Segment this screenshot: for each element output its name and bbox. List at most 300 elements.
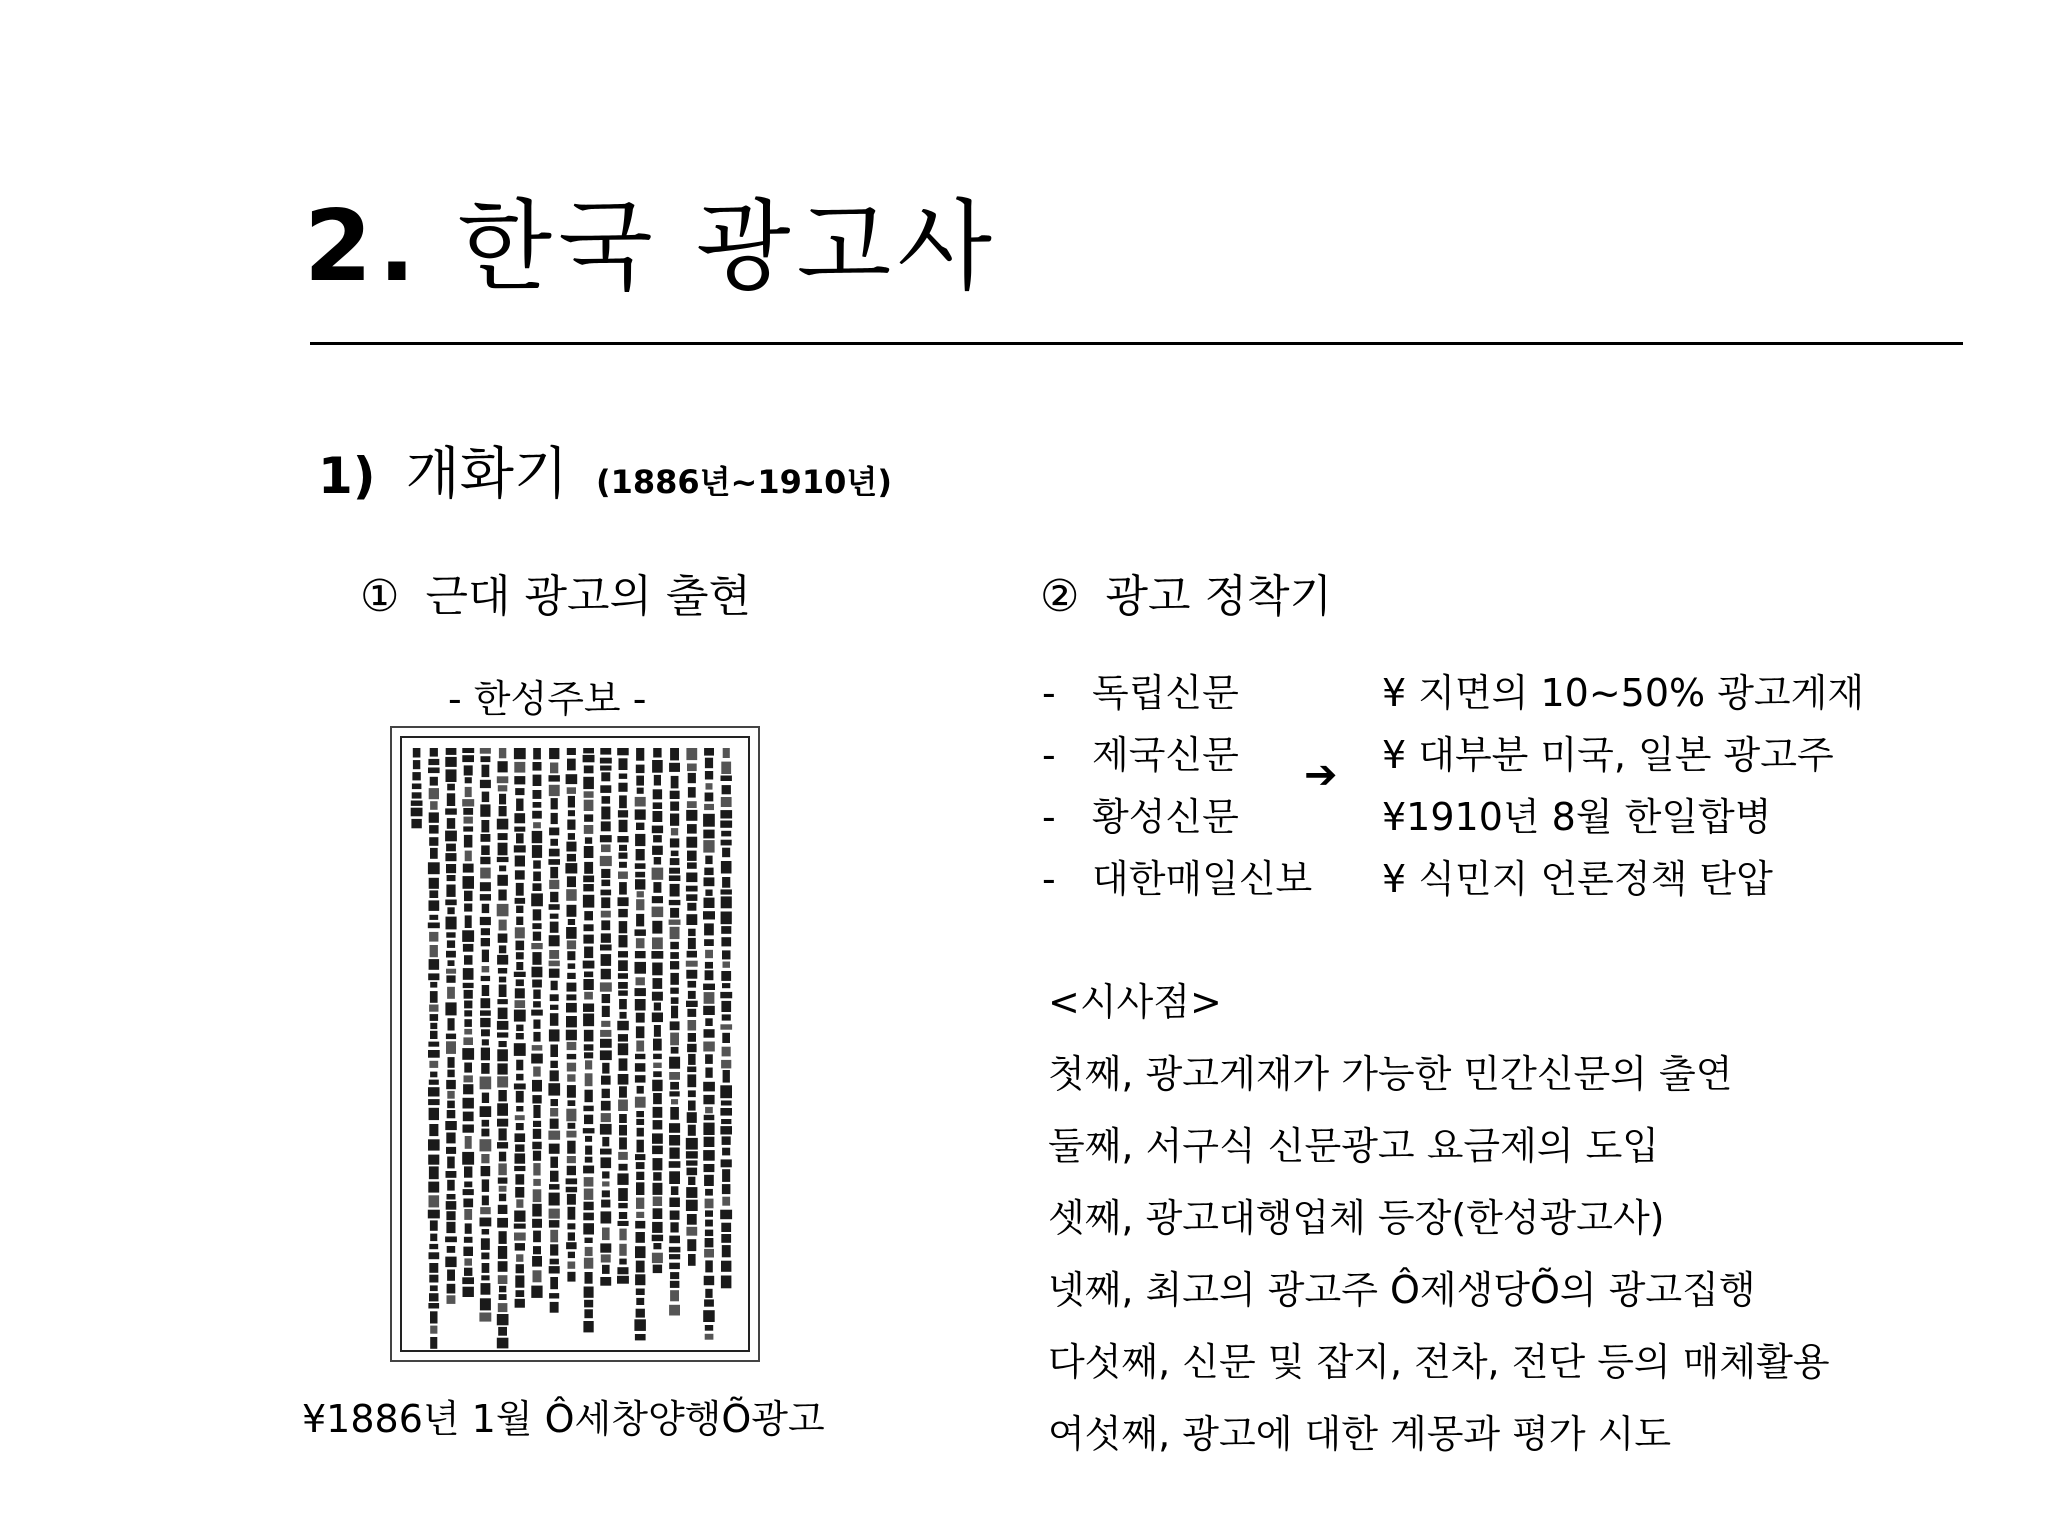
newspaper-glyph-mark: [447, 987, 455, 999]
newspaper-glyph-mark: [652, 826, 663, 834]
newspaper-glyph-mark: [636, 1289, 645, 1296]
newspaper-glyph-mark: [688, 929, 696, 936]
newspaper-glyph-mark: [601, 807, 610, 820]
newspaper-glyph-mark: [653, 1183, 663, 1195]
newspaper-glyph-mark: [722, 1014, 731, 1020]
newspaper-glyph-mark: [654, 1003, 661, 1011]
newspaper-glyph-mark: [430, 748, 438, 757]
newspaper-glyph-mark: [531, 1054, 543, 1064]
newspaper-glyph-mark: [446, 932, 455, 937]
newspaper-glyph-mark: [463, 983, 474, 988]
newspaper-glyph-mark: [601, 845, 611, 853]
subheading-left: [360, 560, 751, 624]
newspaper-glyph-mark: [654, 1025, 661, 1037]
newspaper-glyph-mark: [584, 1202, 594, 1211]
newspaper-glyph-mark: [652, 963, 662, 976]
newspaper-glyph-mark: [704, 898, 715, 908]
newspaper-glyph-mark: [497, 1032, 508, 1037]
newspaper-glyph-mark: [723, 962, 731, 968]
newspaper-glyph-mark: [721, 1159, 732, 1167]
newspaper-glyph-mark: [482, 1179, 489, 1192]
newspaper-glyph-mark: [653, 1093, 662, 1104]
newspaper-glyph-mark: [671, 851, 679, 857]
newspaper-glyph-mark: [463, 1112, 474, 1122]
newspaper-glyph-mark: [567, 759, 576, 771]
newspaper-glyph-mark: [566, 994, 576, 1000]
newspaper-glyph-mark: [497, 1314, 509, 1325]
newspaper-glyph-mark: [670, 1272, 679, 1279]
newspaper-glyph-mark: [533, 1179, 541, 1186]
section-number: 1): [318, 447, 376, 505]
newspaper-glyph-mark: [687, 764, 697, 772]
newspaper-glyph-mark: [445, 808, 457, 814]
newspaper-glyph-mark: [669, 920, 681, 925]
newspaper-glyph-mark: [687, 951, 697, 958]
newspaper-glyph-mark: [601, 821, 611, 831]
newspaper-glyph-mark: [464, 1237, 473, 1243]
newspaper-glyph-mark: [499, 1128, 507, 1140]
newspaper-glyph-mark: [636, 1041, 644, 1052]
newspaper-glyph-mark: [687, 862, 697, 868]
newspaper-glyph-mark: [464, 835, 473, 848]
newspaper-glyph-mark: [600, 945, 612, 951]
newspaper-glyph-mark: [703, 1095, 714, 1104]
newspaper-glyph-mark: [549, 1184, 560, 1190]
newspaper-glyph-mark: [464, 1258, 472, 1265]
newspaper-glyph-mark: [446, 864, 456, 873]
newspaper-glyph-mark: [481, 820, 489, 832]
newspaper-glyph-mark: [686, 748, 697, 760]
newspaper-glyph-mark: [430, 848, 438, 859]
newspaper-glyph-mark: [516, 799, 523, 811]
newspaper-glyph-mark: [584, 992, 593, 1000]
newspaper-glyph-mark: [481, 1063, 489, 1074]
newspaper-glyph-mark: [652, 1133, 663, 1143]
newspaper-glyph-mark: [465, 787, 472, 797]
newspaper-glyph-mark: [514, 1211, 525, 1222]
newspaper-glyph-mark: [548, 1083, 560, 1095]
newspaper-glyph-mark: [430, 1014, 439, 1021]
newspaper-glyph-mark: [619, 1229, 626, 1241]
newspaper-glyph-mark: [430, 945, 438, 957]
newspaper-glyph-mark: [584, 1309, 593, 1318]
newspaper-glyph-mark: [686, 894, 697, 901]
newspaper-glyph-mark: [635, 863, 646, 869]
newspaper-glyph-mark: [600, 856, 612, 866]
newspaper-glyph-mark: [499, 985, 507, 998]
newspaper-glyph-mark: [567, 973, 576, 979]
newspaper-glyph-mark: [497, 1119, 508, 1127]
section-heading: [318, 430, 892, 510]
newspaper-glyph-mark: [670, 748, 679, 760]
newspaper-glyph-mark: [721, 971, 731, 981]
newspaper-glyph-mark: [686, 961, 698, 967]
newspaper-glyph-mark: [498, 785, 508, 791]
newspaper-glyph-mark: [619, 862, 627, 868]
newspaper-glyph-mark: [499, 1286, 506, 1293]
newspaper-glyph-mark: [445, 757, 456, 767]
image-caption: ¥1886년 1월 Ô세창양행Õ광고: [302, 1397, 825, 1441]
newspaper-glyph-mark: [721, 1001, 731, 1012]
newspaper-glyph-mark: [600, 1124, 612, 1135]
newspaper-glyph-mark: [567, 1063, 576, 1072]
newspaper-glyph-mark: [584, 1115, 593, 1124]
newspaper-glyph-mark: [413, 760, 420, 769]
newspaper-glyph-mark: [447, 1157, 455, 1169]
newspaper-glyph-mark: [635, 809, 646, 819]
newspaper-glyph-mark: [583, 1223, 594, 1234]
newspaper-glyph-mark: [652, 992, 663, 1001]
newspaper-glyph-mark: [619, 1244, 626, 1256]
newspaper-glyph-mark: [585, 1247, 593, 1256]
newspaper-glyph-mark: [652, 937, 663, 949]
newspaper-glyph-mark: [720, 821, 732, 828]
newspaper-glyph-mark: [516, 1290, 525, 1297]
newspaper-glyph-mark: [704, 992, 715, 1004]
newspaper-glyph-mark: [549, 1029, 560, 1041]
newspaper-glyph-mark: [568, 919, 575, 925]
newspaper-glyph-mark: [499, 977, 506, 983]
newspaper-glyph-mark: [497, 1218, 508, 1228]
newspaper-glyph-mark: [705, 856, 712, 865]
newspaper-glyph-mark: [705, 1199, 714, 1209]
newspaper-glyph-mark: [516, 883, 524, 896]
newspaper-glyph-mark: [481, 1029, 490, 1036]
newspaper-glyph-mark: [653, 1243, 661, 1249]
newspaper-glyph-mark: [687, 851, 697, 861]
implications-block: [1048, 966, 1830, 1470]
newspaper-glyph-mark: [516, 941, 525, 951]
newspaper-glyph-mark: [482, 950, 489, 963]
section-period: (1886년~1910년): [595, 463, 892, 501]
newspaper-glyph-mark: [722, 848, 730, 858]
newspaper-glyph-mark: [429, 812, 439, 822]
newspaper-glyph-mark: [516, 979, 524, 986]
newspaper-glyph-mark: [568, 810, 575, 816]
newspaper-glyph-mark: [653, 1172, 661, 1181]
newspaper-glyph-mark: [532, 1045, 543, 1051]
circled-number-1: ①: [360, 571, 400, 622]
newspaper-glyph-mark: [705, 1220, 713, 1227]
newspaper-glyph-mark: [497, 904, 509, 916]
newspaper-glyph-mark: [462, 748, 474, 753]
newspaper-glyph-mark: [669, 1198, 680, 1208]
subheading-right: [1040, 560, 1332, 624]
newspaper-glyph-mark: [462, 1048, 474, 1060]
newspaper-glyph-mark: [430, 991, 438, 1003]
newspaper-glyph-mark: [567, 983, 577, 992]
newspaper-glyph-mark: [618, 951, 628, 957]
newspaper-glyph-mark: [465, 777, 472, 783]
newspaper-glyph-mark: [584, 1300, 593, 1308]
newspaper-glyph-mark: [669, 875, 681, 881]
newspaper-glyph-mark: [721, 1101, 732, 1106]
newspaper-glyph-mark: [446, 1222, 455, 1233]
newspaper-glyph-mark: [465, 1136, 472, 1149]
newspaper-glyph-mark: [514, 762, 525, 773]
newspaper-glyph-mark: [481, 1238, 490, 1250]
newspaper-glyph-mark: [464, 1182, 472, 1188]
newspaper-glyph-mark: [721, 1119, 731, 1124]
newspaper-glyph-mark: [619, 1125, 627, 1136]
newspaper-glyph-mark: [533, 790, 542, 799]
newspaper-glyph-mark: [533, 1163, 540, 1175]
newspaper-glyph-mark: [533, 1151, 541, 1161]
newspaper-glyph-mark: [601, 969, 611, 980]
newspaper-glyph-mark: [533, 762, 542, 771]
newspaper-glyph-mark: [515, 1133, 526, 1142]
newspaper-glyph-mark: [584, 911, 593, 920]
newspaper-glyph-mark: [549, 849, 560, 857]
newspaper-glyph-mark: [464, 1075, 473, 1082]
newspaper-glyph-mark: [465, 1223, 472, 1233]
newspaper-glyph-mark: [670, 791, 680, 799]
newspaper-glyph-mark: [516, 952, 524, 959]
newspaper-glyph-mark: [498, 1205, 508, 1214]
newspaper-glyph-mark: [635, 797, 646, 807]
newspaper-glyph-mark: [567, 1054, 577, 1059]
newspaper-glyph-mark: [464, 955, 473, 965]
newspaper-glyph-mark: [653, 835, 662, 842]
newspaper-glyph-mark: [516, 1074, 523, 1081]
newspaper-glyph-mark: [549, 1266, 560, 1273]
newspaper-glyph-mark: [705, 758, 713, 769]
newspaper-glyph-mark: [705, 1018, 712, 1026]
newspaper-glyph-mark: [602, 1137, 609, 1147]
newspaper-glyph-mark: [515, 1144, 524, 1151]
newspaper-glyph-mark: [721, 831, 731, 837]
newspaper-glyph-mark: [705, 1189, 713, 1196]
newspaper-glyph-mark: [516, 1033, 524, 1039]
newspaper-glyph-mark: [721, 1234, 731, 1243]
list-item-label: 제국신문: [1092, 733, 1239, 777]
newspaper-glyph-mark: [481, 1154, 489, 1163]
newspaper-glyph-mark: [462, 799, 474, 806]
newspaper-glyph-mark: [688, 1033, 696, 1042]
newspaper-glyph-mark: [498, 843, 508, 856]
newspaper-glyph-mark: [688, 1101, 696, 1111]
newspaper-glyph-mark: [568, 1207, 576, 1220]
newspaper-glyph-mark: [705, 970, 714, 980]
newspaper-glyph-mark: [533, 1032, 540, 1042]
newspaper-glyph-mark: [445, 1002, 456, 1015]
newspaper-glyph-mark: [722, 785, 731, 794]
subheading-left-text: 근대 광고의 출현: [425, 571, 751, 622]
newspaper-glyph-mark: [618, 872, 628, 879]
newspaper-glyph-mark: [567, 787, 576, 794]
newspaper-glyph-mark: [532, 811, 542, 819]
newspaper-glyph-mark: [533, 1231, 541, 1243]
newspaper-glyph-mark: [722, 1033, 730, 1043]
newspaper-glyph-mark: [516, 1060, 523, 1071]
newspaper-glyph-mark: [688, 773, 696, 783]
newspaper-glyph-mark: [429, 878, 439, 889]
newspaper-glyph-mark: [652, 896, 663, 903]
newspaper-glyph-mark: [462, 930, 474, 942]
newspaper-glyph-mark: [463, 968, 474, 980]
newspaper-glyph-mark: [686, 1001, 698, 1007]
newspaper-glyph-mark: [516, 833, 524, 843]
newspaper-glyph-mark: [429, 890, 438, 898]
newspaper-glyph-mark: [651, 951, 663, 959]
newspaper-glyph-mark: [617, 748, 629, 755]
newspaper-glyph-mark: [703, 830, 714, 839]
newspaper-glyph-mark: [687, 1112, 697, 1123]
section-label: 개화기: [405, 442, 568, 507]
newspaper-glyph-mark: [688, 1254, 696, 1266]
newspaper-glyph-mark: [705, 1334, 714, 1340]
newspaper-glyph-mark: [498, 761, 508, 772]
newspaper-glyph-mark: [550, 1119, 559, 1129]
newspaper-glyph-mark: [463, 1037, 473, 1045]
newspaper-glyph-mark: [446, 951, 456, 958]
newspaper-glyph-mark: [429, 900, 440, 911]
newspaper-glyph-mark: [548, 859, 560, 865]
newspaper-glyph-mark: [705, 1068, 712, 1078]
newspaper-glyph-mark: [446, 844, 456, 852]
newspaper-glyph-mark: [600, 982, 612, 991]
newspaper-glyph-mark: [637, 788, 644, 794]
newspaper-glyph-mark: [430, 1311, 438, 1323]
newspaper-glyph-mark: [447, 1194, 456, 1200]
newspaper-glyph-mark: [670, 942, 679, 949]
newspaper-glyph-mark: [514, 813, 525, 823]
newspaper-glyph-mark: [498, 1178, 508, 1184]
newspaper-glyph-mark: [566, 1030, 577, 1041]
newspaper-glyph-mark: [514, 1224, 526, 1229]
newspaper-glyph-mark: [481, 976, 490, 981]
newspaper-glyph-mark: [686, 810, 697, 821]
newspaper-glyph-mark: [618, 1043, 628, 1055]
newspaper-glyph-mark: [445, 853, 456, 861]
newspaper-glyph-mark: [429, 788, 439, 799]
newspaper-glyph-mark: [636, 1026, 645, 1038]
newspaper-glyph-mark: [619, 758, 628, 770]
newspaper-glyph-mark: [549, 1209, 560, 1219]
newspaper-glyph-mark: [446, 1201, 457, 1210]
newspaper-glyph-mark: [567, 854, 576, 862]
newspaper-glyph-mark: [704, 877, 715, 886]
newspaper-glyph-mark: [652, 846, 663, 855]
newspaper-glyph-mark: [481, 928, 490, 935]
newspaper-glyph-mark: [549, 904, 560, 910]
fact-item: ¥ 대부분 미국, 일본 광고주: [1382, 733, 1834, 777]
newspaper-glyph-mark: [720, 1024, 732, 1029]
newspaper-glyph-mark: [617, 836, 628, 842]
newspaper-glyph-mark: [412, 784, 422, 790]
newspaper-glyph-mark: [619, 935, 628, 947]
newspaper-glyph-mark: [550, 1013, 559, 1026]
newspaper-glyph-mark: [463, 944, 474, 952]
newspaper-glyph-mark: [687, 1239, 696, 1251]
newspaper-glyph-mark: [550, 1108, 558, 1117]
newspaper-glyph-mark: [670, 1033, 679, 1046]
newspaper-glyph-mark: [464, 1209, 472, 1220]
newspaper-glyph-mark: [514, 1010, 526, 1022]
newspaper-glyph-mark: [463, 1247, 473, 1256]
newspaper-glyph-mark: [568, 796, 575, 808]
newspaper-glyph-mark: [703, 984, 715, 990]
newspaper-glyph-mark: [550, 1259, 559, 1265]
newspaper-glyph-mark: [669, 1254, 680, 1259]
newspaper-glyph-mark: [602, 1228, 610, 1241]
title-number: 2.: [304, 190, 422, 304]
newspaper-glyph-mark: [499, 866, 506, 872]
newspaper-glyph-mark: [515, 788, 524, 795]
newspaper-glyph-mark: [430, 1220, 438, 1230]
newspaper-glyph-mark: [412, 772, 420, 780]
newspaper-glyph-mark: [429, 915, 438, 920]
newspaper-glyph-mark: [617, 1276, 629, 1284]
newspaper-glyph-mark: [566, 1016, 577, 1027]
newspaper-glyph-mark: [568, 833, 575, 840]
newspaper-glyph-mark: [532, 1219, 542, 1228]
newspaper-glyph-mark: [703, 1310, 715, 1322]
newspaper-glyph-mark: [635, 1154, 645, 1160]
newspaper-glyph-mark: [601, 920, 610, 930]
newspaper-glyph-mark: [549, 748, 559, 759]
newspaper-glyph-mark: [533, 1189, 542, 1202]
newspaper-glyph-mark: [584, 1044, 594, 1050]
newspaper-print-area: [400, 736, 750, 1352]
newspaper-glyph-mark: [567, 1042, 577, 1050]
newspaper-glyph-mark: [635, 951, 646, 958]
newspaper-glyph-mark: [551, 1099, 559, 1106]
newspaper-glyph-mark: [600, 1039, 612, 1048]
newspaper-glyph-mark: [532, 923, 541, 929]
newspaper-glyph-mark: [600, 1149, 612, 1155]
newspaper-glyph-mark: [635, 999, 646, 1011]
newspaper-glyph-mark: [515, 898, 526, 904]
newspaper-glyph-mark: [533, 990, 540, 999]
newspaper-glyph-mark: [429, 837, 438, 846]
newspaper-glyph-mark: [498, 934, 508, 943]
newspaper-glyph-mark: [497, 999, 507, 1004]
newspaper-glyph-mark: [601, 772, 610, 781]
newspaper-glyph-mark: [584, 1287, 594, 1298]
newspaper-glyph-mark: [703, 1042, 715, 1052]
newspaper-glyph-mark: [531, 1286, 542, 1298]
newspaper-glyph-mark: [445, 1237, 457, 1243]
newspaper-glyph-mark: [602, 1190, 610, 1197]
newspaper-glyph-mark: [568, 1123, 576, 1129]
newspaper-glyph-mark: [704, 804, 714, 810]
newspaper-glyph-mark: [669, 1091, 679, 1096]
newspaper-glyph-mark: [480, 917, 491, 925]
newspaper-glyph-mark: [482, 1120, 490, 1127]
newspaper-glyph-mark: [653, 802, 662, 809]
newspaper-glyph-mark: [722, 1136, 731, 1145]
newspaper-glyph-mark: [601, 1021, 610, 1027]
newspaper-glyph-mark: [429, 1108, 439, 1120]
newspaper-glyph-mark: [532, 967, 543, 978]
newspaper-glyph-mark: [687, 824, 697, 834]
newspaper-glyph-mark: [584, 791, 594, 798]
newspaper-glyph-mark: [550, 1302, 559, 1313]
newspaper-glyph-mark: [480, 1298, 491, 1310]
newspaper-glyph-mark: [551, 798, 558, 809]
newspaper-glyph-mark: [447, 793, 455, 806]
newspaper-glyph-mark: [498, 1261, 508, 1272]
newspaper-glyph-mark: [428, 1050, 440, 1058]
newspaper-glyph-mark: [549, 828, 559, 836]
newspaper-glyph-mark: [618, 897, 629, 906]
newspaper-glyph-mark: [482, 985, 490, 996]
newspaper-glyph-mark: [703, 814, 715, 827]
newspaper-glyph-mark: [533, 1001, 541, 1007]
newspaper-glyph-mark: [636, 914, 644, 927]
newspaper-glyph-mark: [446, 1041, 456, 1054]
